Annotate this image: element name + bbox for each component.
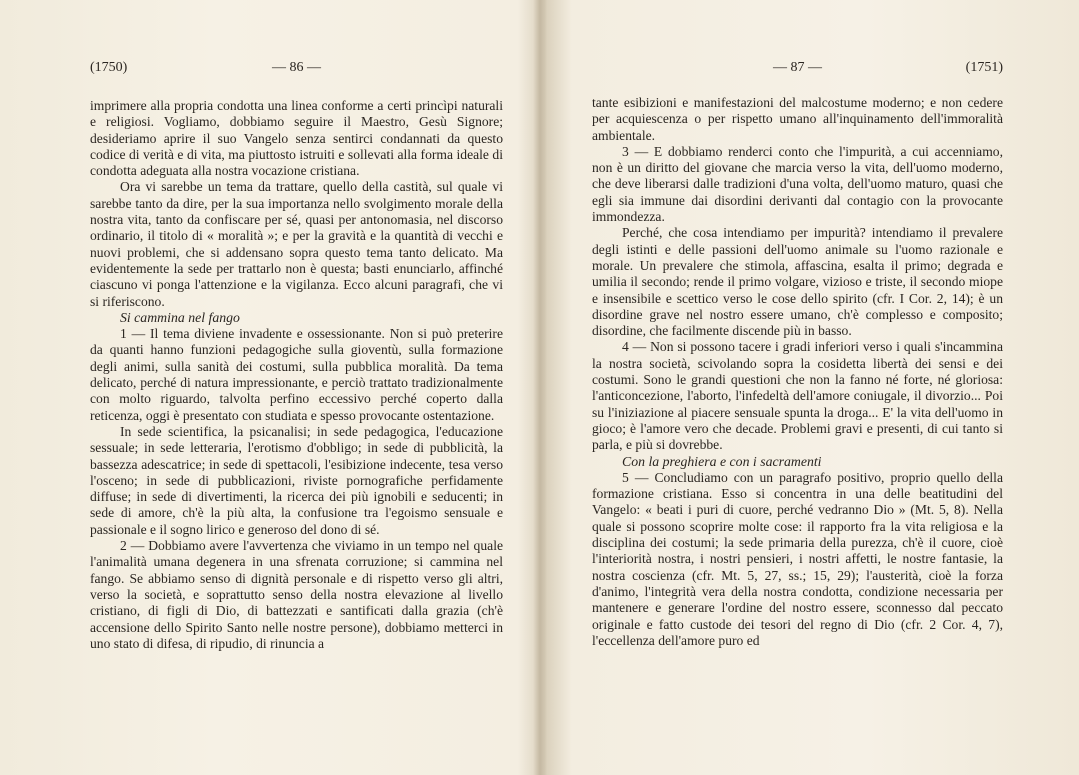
book-gutter [533, 0, 547, 775]
right-page-header [592, 60, 1003, 80]
right-page [592, 0, 1003, 775]
right-paragraph-2: 3 — E dobbiamo renderci conto che l'impurità, a cui accenniamo, non è un diritto del giovane che marcia verso la vita, dell'uomo moderno, che deve liberarsi dalle tradizioni d'una volta, dell'uomo maturo, quasi che egli sia immune dai disordini derivanti dal contagio con la provocante immondezza. [592, 143, 1003, 225]
right-page-body [592, 95, 1003, 649]
right-paragraph-3: Perché, che cosa intendiamo per impurità? intendiamo il prevalere degli istinti e delle passioni dell'uomo animale su l'uomo razionale e morale. Un prevalere che stimola, affascina, esalta il primo; degrada e umilia il secondo; rende il primo volgare, vizioso e triste, il secondo miope e insensibile e scettico verso le cose dello spirito (cfr. I Cor. 2, 14); è un disordine grave nel nostro essere umano, ch'è complesso e composito; disordine, che facilmente discende più in basso. [592, 225, 1003, 339]
left-page-code: (1750) [90, 60, 128, 75]
right-paragraph-4: 4 — Non si possono tacere i gradi inferiori verso i quali s'incammina la nostra società, scivolando sopra la cosidetta libertà dei sensi e dei costumi. Sono le grandi questioni che non la fanno né forte, né gloriosa: l'anticoncezione, l'aborto, l'infedeltà dell'amore coniugale, il divorzio... Poi su l'iniziazione al piacere sensuale spunta la droga... E' la vita dell'uomo in gioco; è l'amore vero che decade. Problemi gravi e presenti, di cui tanto si parla, e più si dovrebbe. [592, 339, 1003, 453]
left-page [90, 0, 503, 775]
left-paragraph-4: In sede scientifica, la psicanalisi; in sede pedagogica, l'educazione sessuale; in sede letteraria, l'erotismo d'obbligo; in sede di pubblicità, la bassezza adescatrice; in sede di spettacoli, l'esibizione indecente, tesa verso l'osceno; in sede di pubblicazioni, riviste pornografiche perfidamente diffuse; in sede di divertimenti, la ricerca dei più ignobili e seducenti; in sede di amore, ch'è la più alta, la confusione tra l'egoismo sensuale e passionale e il sogno lirico e generoso del dono di sé. [90, 423, 503, 537]
left-paragraph-3: 1 — Il tema diviene invadente e ossessionante. Non si può preterire da quanti hanno funzioni pedagogiche sulla gioventù, sulla formazione degli animi, sulla sanità dei costumi, sulla pubblica moralità. Da tema delicato, perché di natura impressionante, e perciò trattato tradizionalmente con molto riguardo, talvolta perfino eccessivo perché coperto dalla reticenza, oggi è presentato con studiata e spesso provocante ostentazione. [90, 326, 503, 423]
right-paragraph-5: 5 — Concludiamo con un paragrafo positivo, proprio quello della formazione cristiana. Esso si concentra in una delle beatitudini del Vangelo: « beati i puri di cuore, perché vedranno Dio » (Mt. 5, 8). Nella quale si possono scoprire molte cose: il rapporto fra la vita religiosa e la disciplina dei costumi; la sede primaria della purezza, ch'è il cuore, cioè l'interiorità nostra, i nostri pensieri, i nostri affetti, le nostre fantasie, la nostra coscienza (cfr. Mt. 5, 27, ss.; 15, 29); l'austerità, cioè la forza d'animo, l'integrità vera della nostra condotta, condizione necessaria per mantenere e generare l'ordine del nostro essere, sconnesso dal peccato originale e fatto custode dei tesori del regno di Dio (cfr. 2 Cor. 4, 7), l'eccellenza dell'amore puro ed [592, 469, 1003, 648]
right-section-heading: Con la preghiera e con i sacramenti [622, 453, 822, 469]
left-paragraph-1: imprimere alla propria condotta una linea conforme a certi princìpi naturali e religiosi. Vogliamo, dobbiamo seguire il Maestro, Gesù Signore; desideriamo aprire il suo Vangelo senza sentirci condannati da questo codice di verità e di vita, ma piuttosto istruiti e sollevati alla forma ideale di condotta adeguata alla nostra vocazione cristiana. [90, 98, 503, 179]
right-page-code: (1751) [965, 60, 1003, 75]
left-paragraph-5: 2 — Dobbiamo avere l'avvertenza che viviamo in un tempo nel quale l'animalità umana degenera in una sfrenata corruzione; si cammina nel fango. Se abbiamo senso di dignità personale e di rispetto verso gli altri, verso la società, e soprattutto senso della nostra elevazione al livello cristiano, di figli di Dio, di battezzati e santificati dalla grazia (ch'è accensione dello Spirito Santo nelle nostre persone), dobbiamo metterci in uno stato di difesa, di ripudio, di rinuncia a [90, 538, 503, 651]
left-page-number: — 86 — [272, 60, 321, 75]
left-page-body [90, 98, 503, 652]
left-section-heading: Si cammina nel fango [120, 309, 240, 325]
right-page-number: — 87 — [773, 60, 822, 75]
right-paragraph-1: tante esibizioni e manifestazioni del malcostume moderno; e non cedere per acquiescenza o per rispetto umano all'inquinamento dell'immoralità ambientale. [592, 95, 1003, 143]
left-paragraph-2: Ora vi sarebbe un tema da trattare, quello della castità, sul quale vi sarebbe tanto da dire, per la sua importanza nello svolgimento morale della nostra vita, tanto da confiscare per sé, quasi per antonomasia, nel discorso ordinario, il titolo di « moralità »; e per la gravità e la quantità di vecchi e nuovi problemi, che si addensano sopra questo tema tanto delicato. Ma evidentemente la sede per trattarlo non è questa; basti enunciarlo, affinché ciascuno vi ponga l'attenzione e la vigilanza. Ecco alcuni paragrafi, che vi si riferiscono. [90, 179, 503, 309]
left-page-header [90, 60, 503, 80]
